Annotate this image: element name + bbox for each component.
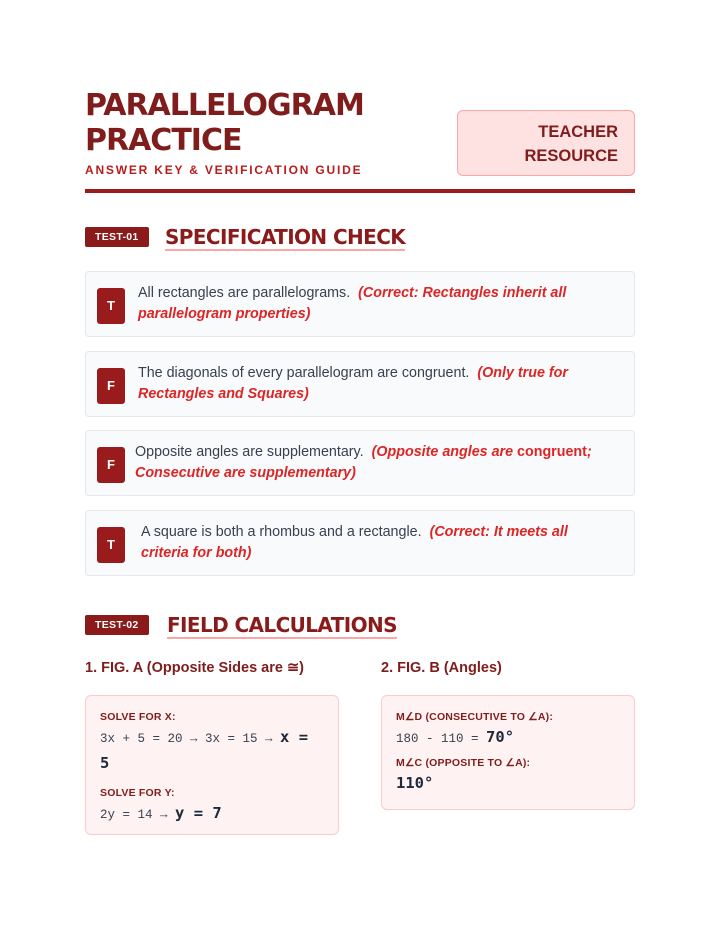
- true-false-item: [85, 351, 635, 417]
- page-subtitle: ANSWER KEY & VERIFICATION GUIDE: [85, 163, 363, 177]
- section-1-heading: [85, 225, 635, 251]
- angle-c-label: M∠C (OPPOSITE TO ∠A):: [396, 757, 531, 769]
- teacher-resource-badge: [457, 110, 635, 176]
- fig-a-heading: 1. FIG. A (Opposite Sides are ≅): [85, 660, 304, 676]
- x-work: 3x + 5 = 20 → 3x = 15 →: [100, 732, 273, 746]
- section-1-title: SPECIFICATION CHECK: [165, 225, 406, 249]
- answer-true-icon: T: [97, 527, 125, 563]
- item-statement: The diagonals of every parallelogram are congruent.: [138, 365, 470, 381]
- answer-false-icon: F: [97, 447, 125, 483]
- y-work: 2y = 14 →: [100, 808, 168, 822]
- item-text: [138, 363, 604, 405]
- page-header: [85, 88, 635, 196]
- badge-line-1: TEACHER: [538, 123, 618, 141]
- badge-line-2: RESOURCE: [524, 147, 618, 165]
- d-answer: 70°: [486, 728, 515, 746]
- section-2-heading: [85, 613, 635, 639]
- header-divider: [85, 189, 635, 193]
- section-2-title: FIELD CALCULATIONS: [167, 613, 397, 637]
- fig-b-heading: 2. FIG. B (Angles): [381, 660, 502, 676]
- solve-x-work: [100, 725, 324, 777]
- item-statement: A square is both a rhombus and a rectangle.: [141, 524, 422, 540]
- title-line-1: PARALLELOGRAM: [85, 88, 364, 123]
- angle-d-label: M∠D (CONSECUTIVE TO ∠A):: [396, 711, 554, 723]
- note-part: (Opposite angles are: [371, 444, 518, 460]
- note-part: ; Consecutive are supplementary): [135, 444, 592, 481]
- true-false-item: [85, 510, 635, 576]
- true-false-item: [85, 271, 635, 337]
- solve-y-work: [100, 801, 324, 827]
- note-emphasis: congruent: [517, 444, 587, 460]
- item-statement: Opposite angles are supplementary.: [135, 444, 364, 460]
- angle-c-work: [396, 771, 620, 797]
- x-answer: x = 5: [100, 728, 309, 772]
- fig-b-solution-panel: [381, 695, 635, 810]
- item-note: (Correct: It meets all criteria for both): [141, 524, 568, 561]
- section-1-tag: TEST-01: [85, 227, 149, 247]
- item-note: (Only true for Rectangles and Squares): [138, 365, 568, 402]
- solve-x-label: SOLVE FOR X:: [100, 711, 176, 723]
- item-text: [141, 522, 604, 564]
- answer-true-icon: T: [97, 288, 125, 324]
- item-text: [138, 283, 604, 325]
- item-text: [135, 442, 604, 484]
- item-note: (Correct: Rectangles inherit all parallelogram properties): [138, 285, 567, 322]
- c-answer: 110°: [396, 774, 434, 792]
- title-line-2: PRACTICE: [85, 123, 242, 158]
- y-answer: y = 7: [175, 804, 222, 822]
- solve-y-label: SOLVE FOR Y:: [100, 787, 175, 799]
- angle-d-work: [396, 725, 620, 751]
- item-statement: All rectangles are parallelograms.: [138, 285, 351, 301]
- d-work: 180 - 110 =: [396, 732, 479, 746]
- answer-false-icon: F: [97, 368, 125, 404]
- true-false-item: [85, 430, 635, 496]
- fig-a-solution-panel: [85, 695, 339, 835]
- section-2-tag: TEST-02: [85, 615, 149, 635]
